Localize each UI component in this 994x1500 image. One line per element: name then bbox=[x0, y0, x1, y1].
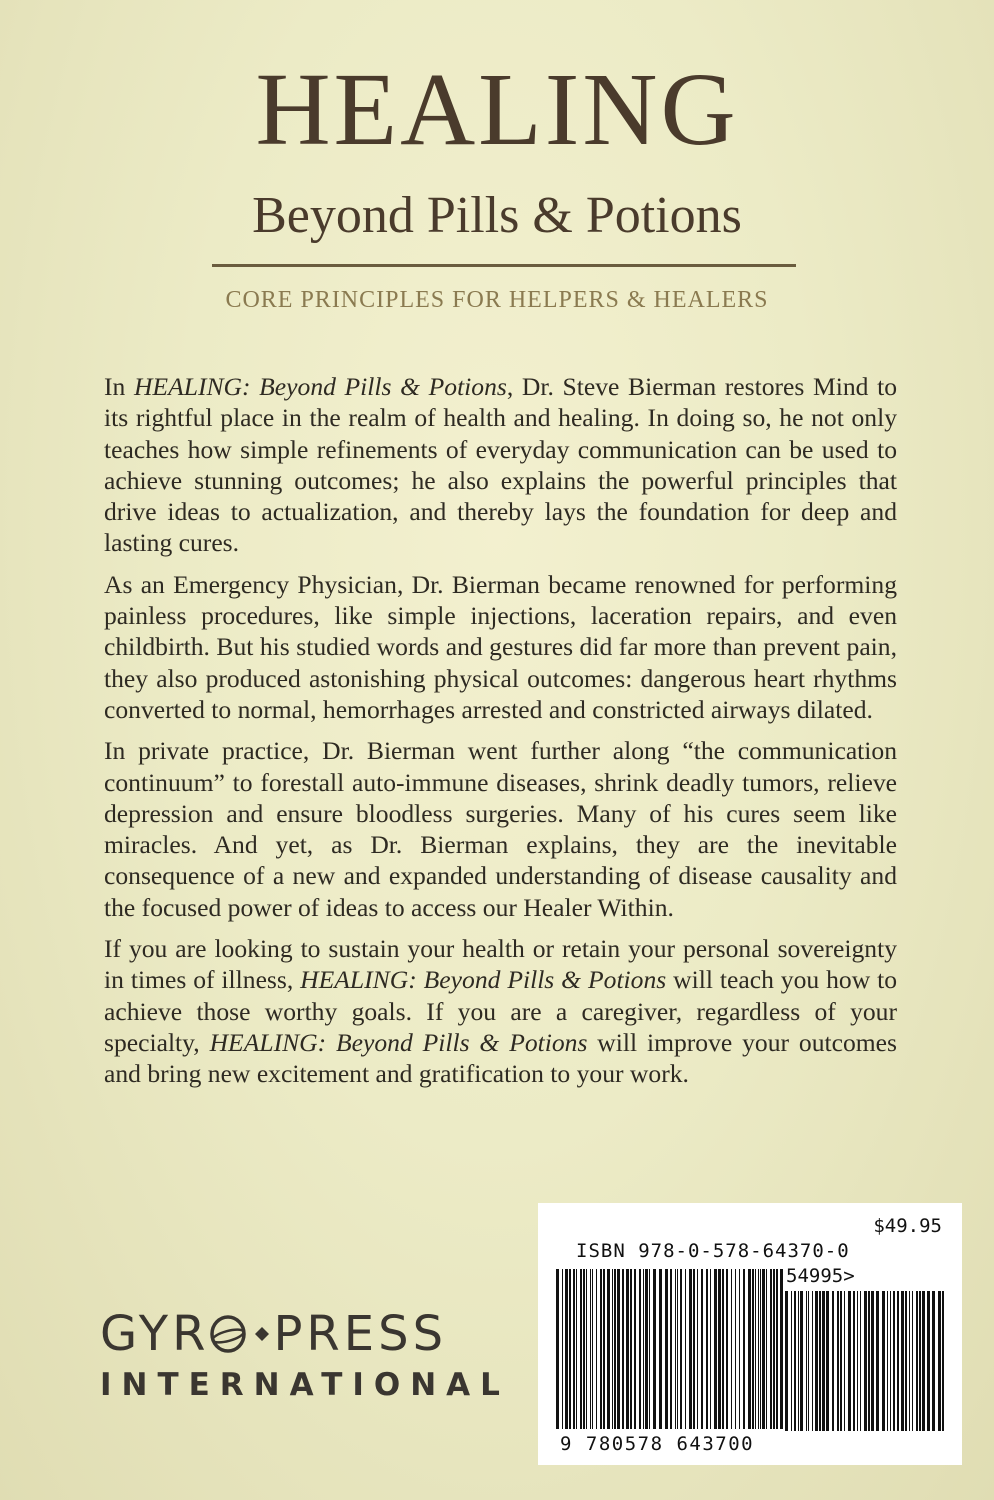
isbn-number: ISBN 978-0-578-64370-0 bbox=[576, 1240, 850, 1262]
paragraph-text: will improve your outcomes and bring new excitement and gratification to your work. bbox=[104, 1027, 897, 1089]
barcode-bar bbox=[643, 1269, 644, 1429]
barcode-bar bbox=[887, 1291, 888, 1431]
barcode-bar bbox=[853, 1291, 855, 1431]
barcode-bar bbox=[822, 1291, 825, 1431]
paragraph-text: As an Emergency Physician, Dr. Bierman became renowned for performing painless procedures, like simple injections, laceration repairs, and even childbirth. But his studied words and gestures did far more than prevent pain, they also produced astonishing physical outcomes: dangerous heart rhythms converted to normal, hemorrhages arrested and constricted airways dilated. bbox=[104, 569, 897, 724]
publisher-logo bbox=[100, 1306, 510, 1403]
barcode-bar bbox=[840, 1291, 842, 1431]
paragraph-text: , Dr. Steve Bierman restores Mind to its rightful place in the realm of health and healing. In doing so, he not only teaches how simple refinements of everyday communication can be used to achieve stunning outcomes; he also explains the powerful principles that drive ideas to actualization, and thereby lays the foundation for deep and lasting cures. bbox=[104, 372, 897, 558]
barcode-bar bbox=[919, 1291, 921, 1431]
barcode-bar bbox=[819, 1291, 821, 1431]
barcode-bar bbox=[689, 1269, 692, 1429]
barcode-bar bbox=[735, 1269, 736, 1429]
barcode-bar bbox=[882, 1291, 885, 1431]
barcode-bar bbox=[645, 1269, 648, 1429]
barcode-bar bbox=[890, 1291, 891, 1431]
barcode-bar bbox=[562, 1269, 563, 1429]
barcode-bar bbox=[596, 1269, 597, 1429]
barcode-bar bbox=[556, 1269, 559, 1429]
barcode-bar bbox=[848, 1291, 851, 1431]
barcode-bar bbox=[701, 1269, 703, 1429]
barcode-bar bbox=[617, 1269, 620, 1429]
barcode-bar bbox=[630, 1269, 632, 1429]
barcode-bar bbox=[685, 1269, 686, 1429]
book-title-reference: HEALING: Beyond Pills & Potions bbox=[209, 1027, 588, 1057]
barcode-bar bbox=[665, 1269, 668, 1429]
barcode-bar bbox=[798, 1291, 799, 1431]
description-paragraph-2 bbox=[104, 569, 897, 725]
title-divider bbox=[212, 264, 796, 267]
barcode-bar bbox=[710, 1269, 711, 1429]
barcode-bar bbox=[634, 1269, 636, 1429]
barcode-bar bbox=[586, 1269, 587, 1429]
barcode-bar bbox=[760, 1269, 761, 1429]
barcode-bar bbox=[837, 1291, 839, 1431]
description-paragraph-4 bbox=[104, 933, 897, 1089]
barcode-bar bbox=[942, 1291, 944, 1431]
barcode-bar bbox=[748, 1269, 751, 1429]
barcode-bar bbox=[739, 1269, 740, 1429]
barcode-bar bbox=[826, 1291, 829, 1431]
barcode-bar bbox=[776, 1269, 778, 1429]
barcode-bar bbox=[722, 1269, 724, 1429]
barcode-bar bbox=[573, 1269, 575, 1429]
barcode-bar bbox=[718, 1269, 721, 1429]
barcode-bar bbox=[622, 1269, 624, 1429]
barcode-bar bbox=[857, 1291, 858, 1431]
barcode-bar bbox=[791, 1291, 792, 1431]
barcode-bar bbox=[592, 1269, 593, 1429]
book-subtitle: Beyond Pills & Potions bbox=[252, 187, 742, 244]
barcode-bar bbox=[785, 1291, 788, 1431]
barcode-bar bbox=[868, 1291, 870, 1431]
barcode-bar bbox=[922, 1291, 925, 1431]
description-paragraph-1 bbox=[104, 371, 897, 559]
paragraph-text: If you are looking to sustain your health or retain your personal sovereignty in times of illness, bbox=[104, 934, 897, 995]
barcode-bar bbox=[590, 1269, 591, 1429]
barcode-bar bbox=[773, 1269, 775, 1429]
barcode-bar bbox=[659, 1269, 662, 1429]
barcode-bar bbox=[912, 1291, 913, 1431]
barcode-bar bbox=[614, 1269, 616, 1429]
barcode-bar bbox=[697, 1269, 698, 1429]
barcode-bar bbox=[603, 1269, 605, 1429]
book-title: HEALING bbox=[255, 52, 739, 167]
barcode-bar bbox=[860, 1291, 861, 1431]
barcode-bar bbox=[794, 1291, 796, 1431]
barcode-bar bbox=[901, 1291, 904, 1431]
barcode-bar bbox=[731, 1269, 732, 1429]
barcode-bar bbox=[897, 1291, 899, 1431]
barcode-bar bbox=[808, 1291, 809, 1431]
ean-barcode bbox=[556, 1269, 786, 1435]
paragraph-text: In bbox=[104, 372, 134, 401]
barcode-bar bbox=[649, 1269, 650, 1429]
barcode-bar bbox=[600, 1269, 602, 1429]
barcode-bar bbox=[612, 1269, 613, 1429]
book-description bbox=[104, 371, 897, 1100]
barcode-bar bbox=[762, 1269, 765, 1429]
book-title-reference: HEALING: Beyond Pills & Potions bbox=[300, 965, 667, 995]
barcode-bar bbox=[677, 1269, 678, 1429]
addon-barcode bbox=[785, 1291, 947, 1433]
barcode-bar bbox=[800, 1291, 803, 1431]
barcode-bar bbox=[653, 1269, 656, 1429]
publisher-name bbox=[100, 1306, 510, 1362]
barcode-bar bbox=[916, 1291, 918, 1431]
barcode-bar bbox=[755, 1269, 756, 1429]
barcode-bar bbox=[626, 1269, 629, 1429]
barcode-bar bbox=[670, 1269, 672, 1429]
barcode-bar bbox=[766, 1269, 767, 1429]
barcode-bar bbox=[909, 1291, 910, 1431]
barcode-bar bbox=[938, 1291, 941, 1431]
barcode-bar bbox=[812, 1291, 813, 1431]
barcode-bar bbox=[871, 1291, 874, 1431]
barcode-bar bbox=[583, 1269, 585, 1429]
barcode-bar bbox=[580, 1269, 582, 1429]
barcode-bar bbox=[758, 1269, 759, 1429]
barcode-label bbox=[538, 1203, 962, 1465]
barcode-bar bbox=[706, 1269, 708, 1429]
barcode-bar bbox=[806, 1291, 807, 1431]
book-tagline: CORE PRINCIPLES FOR HELPERS & HEALERS bbox=[225, 287, 769, 313]
barcode-bar bbox=[726, 1269, 728, 1429]
description-paragraph-3 bbox=[104, 735, 897, 923]
barcode-bar bbox=[693, 1269, 695, 1429]
gyroscope-icon bbox=[209, 1312, 251, 1356]
price: $49.95 bbox=[873, 1215, 942, 1237]
paragraph-text: In private practice, Dr. Bierman went further along “the communication continuum” to forestall auto-immune diseases, shrink deadly tumors, relieve depression and ensure bloodless surgeries. Many of his cures seem like miracles. And yet, as Dr. Bierman explains, they are the inevitable consequence of a new and expanded understanding of disease causality and the focused power of ideas to access our Healer Within. bbox=[104, 736, 897, 922]
barcode-bar bbox=[752, 1269, 754, 1429]
barcode-bar bbox=[844, 1291, 845, 1431]
barcode-bar bbox=[832, 1291, 834, 1431]
barcode-bar bbox=[932, 1291, 935, 1431]
barcode-bar bbox=[743, 1269, 745, 1429]
barcode-bar bbox=[864, 1291, 867, 1431]
publisher-name-left: GYR bbox=[100, 1306, 210, 1362]
publisher-subtitle: INTERNATIONAL bbox=[100, 1367, 510, 1403]
barcode-bar bbox=[905, 1291, 907, 1431]
barcode-bar bbox=[565, 1269, 568, 1429]
publisher-name-right: PRESS bbox=[273, 1306, 448, 1362]
ean-digits: 9 780578 643700 bbox=[560, 1433, 755, 1455]
paragraph-text: will teach you how to achieve those worthy goals. If you are a caregiver, regardless of your specialty, bbox=[104, 965, 898, 1057]
barcode-bar bbox=[893, 1291, 895, 1431]
barcode-bar bbox=[927, 1291, 930, 1431]
barcode-bar bbox=[639, 1269, 641, 1429]
barcode-bar bbox=[714, 1269, 717, 1429]
barcode-bar bbox=[770, 1269, 772, 1429]
barcode-bar bbox=[576, 1269, 577, 1429]
barcode-bar bbox=[569, 1269, 571, 1429]
barcode-bar bbox=[815, 1291, 818, 1431]
barcode-bar bbox=[780, 1269, 783, 1429]
barcode-bar bbox=[876, 1291, 879, 1431]
diamond-icon bbox=[251, 1312, 273, 1356]
barcode-bar bbox=[680, 1269, 682, 1429]
barcode-bar bbox=[607, 1269, 610, 1429]
price-code: 54995> bbox=[786, 1265, 855, 1287]
barcode-bar bbox=[675, 1269, 676, 1429]
book-title-reference: HEALING: Beyond Pills & Potions bbox=[133, 372, 507, 401]
